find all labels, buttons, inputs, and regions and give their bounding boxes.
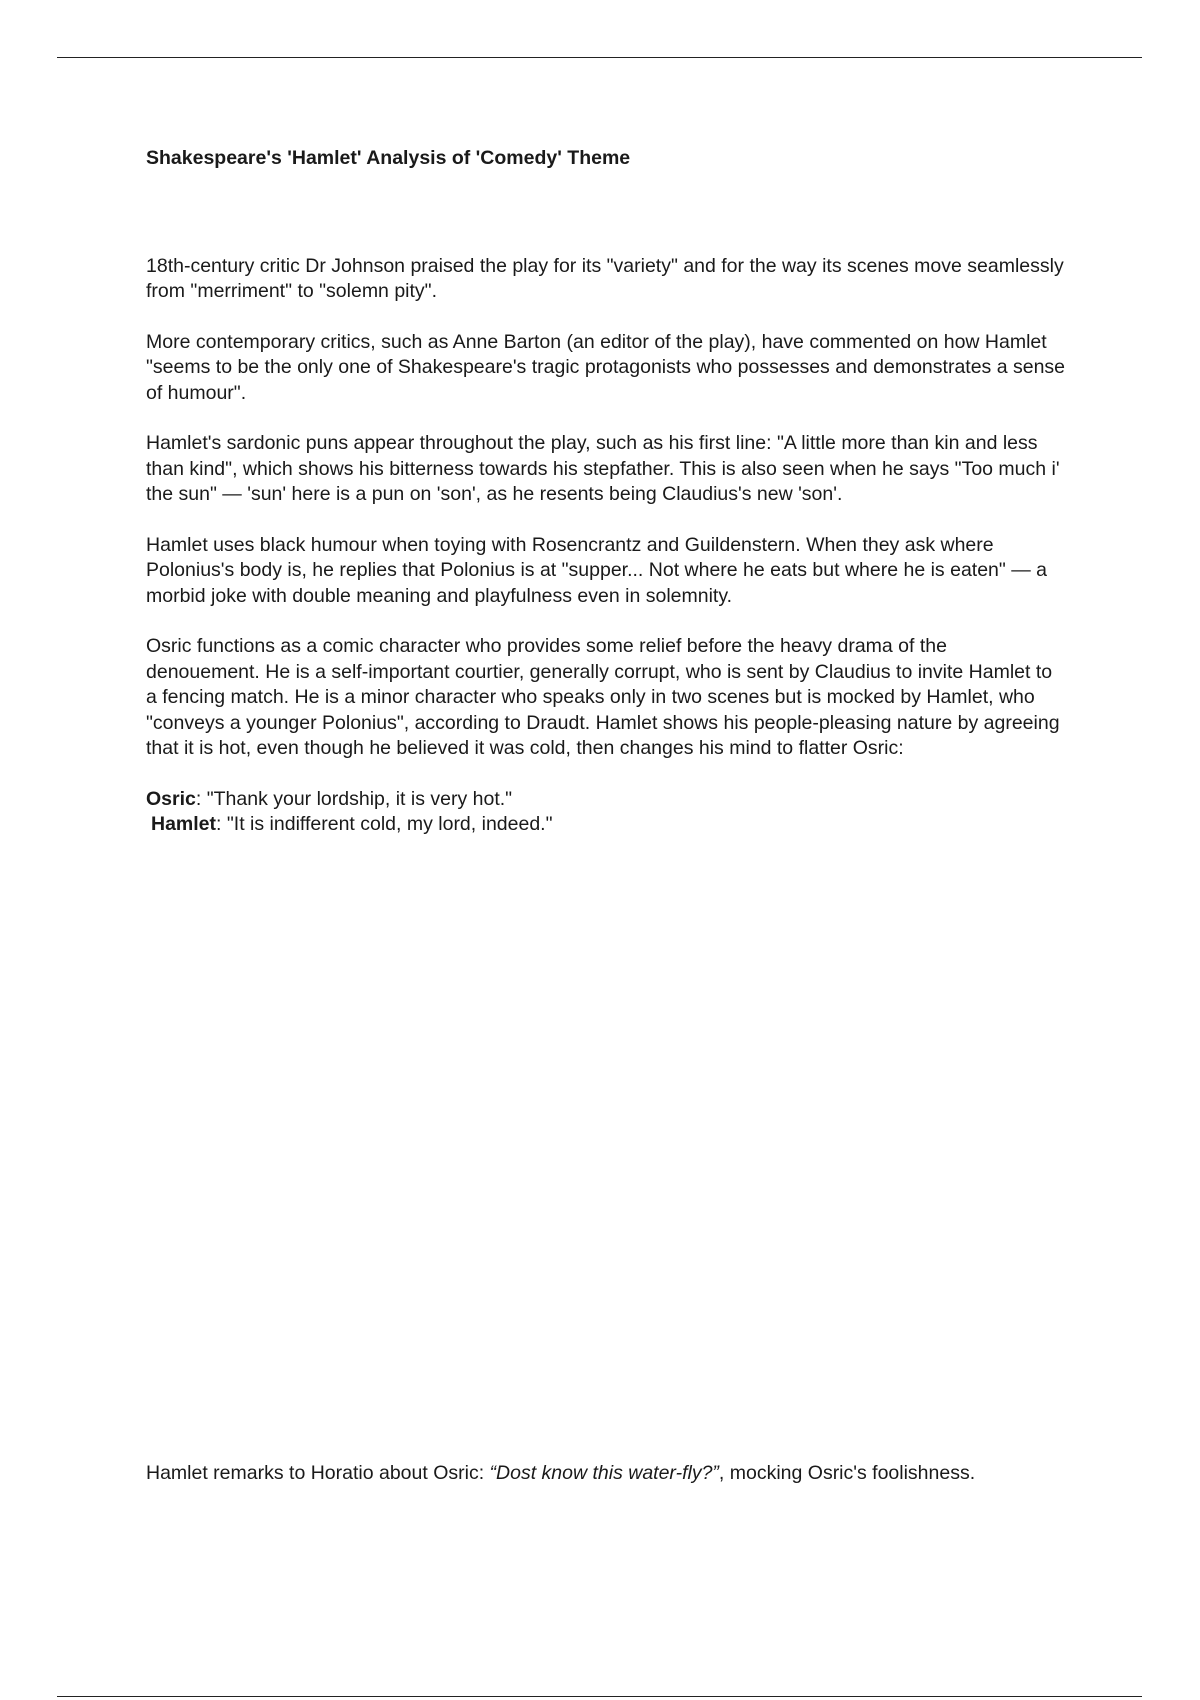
paragraph-osric: Osric functions as a comic character who provides some relief before the heavy drama of the denouement. He is a self-important courtier, generally corrupt, who is sent by Claudius to invite Hamlet to a fencing match. He is a minor character who speaks only in two scenes but is mocked by Hamlet, who "conveys a younger Polonius", according to Draudt. Hamlet shows his people-pleasing nature by agreeing that it is hot, even though he believed it was cold, then changes his mind to flatter Osric: bbox=[146, 635, 1060, 759]
bottom-rule bbox=[57, 1696, 1142, 1697]
dialogue-text: : "Thank your lordship, it is very hot." bbox=[195, 787, 513, 810]
dialogue-line-osric bbox=[146, 787, 1066, 813]
footer-prefix: Hamlet remarks to Horatio about Osric: bbox=[146, 1462, 490, 1484]
footer-quote: “Dost know this water-fly?” bbox=[489, 1462, 719, 1484]
paragraph-water-fly bbox=[146, 1461, 1066, 1487]
footer-suffix: , mocking Osric's foolishness. bbox=[718, 1462, 976, 1484]
paragraph-black-humour: Hamlet uses black humour when toying with Rosencrantz and Guildenstern. When they ask where Polonius's body is, he replies that Polonius is at "supper... Not where he eats but where he is eaten" — a morbid joke with double meaning and playfulness even in solemnity. bbox=[146, 533, 1047, 607]
dialogue-line-hamlet bbox=[146, 812, 1066, 838]
paragraph-puns: Hamlet's sardonic puns appear throughout the play, such as his first line: "A little more than kin and less than kind", which shows his bitterness towards his stepfather. This is also seen when he says "Too much i' the sun" — 'sun' here is a pun on 'son', as he resents being Claudius's new 'son'. bbox=[146, 432, 1060, 505]
top-rule bbox=[57, 57, 1142, 58]
speaker-name: Hamlet bbox=[151, 813, 217, 835]
document-body bbox=[146, 146, 1066, 838]
dialogue-text: : "It is indifferent cold, my lord, indeed." bbox=[216, 813, 553, 835]
paragraph-barton: More contemporary critics, such as Anne Barton (an editor of the play), have commented on how Hamlet "seems to be the only one of Shakespeare's tragic protagonists who possesses and demonstrates a sense of humour". bbox=[146, 330, 1066, 404]
dialogue-block bbox=[146, 787, 1066, 838]
document-title: Shakespeare's 'Hamlet' Analysis of 'Comedy' Theme bbox=[146, 147, 631, 169]
speaker-name: Osric bbox=[146, 787, 196, 810]
paragraph-johnson: 18th-century critic Dr Johnson praised the play for its "variety" and for the way its scenes move seamlessly from "merriment" to "solemn pity". bbox=[146, 254, 1064, 302]
